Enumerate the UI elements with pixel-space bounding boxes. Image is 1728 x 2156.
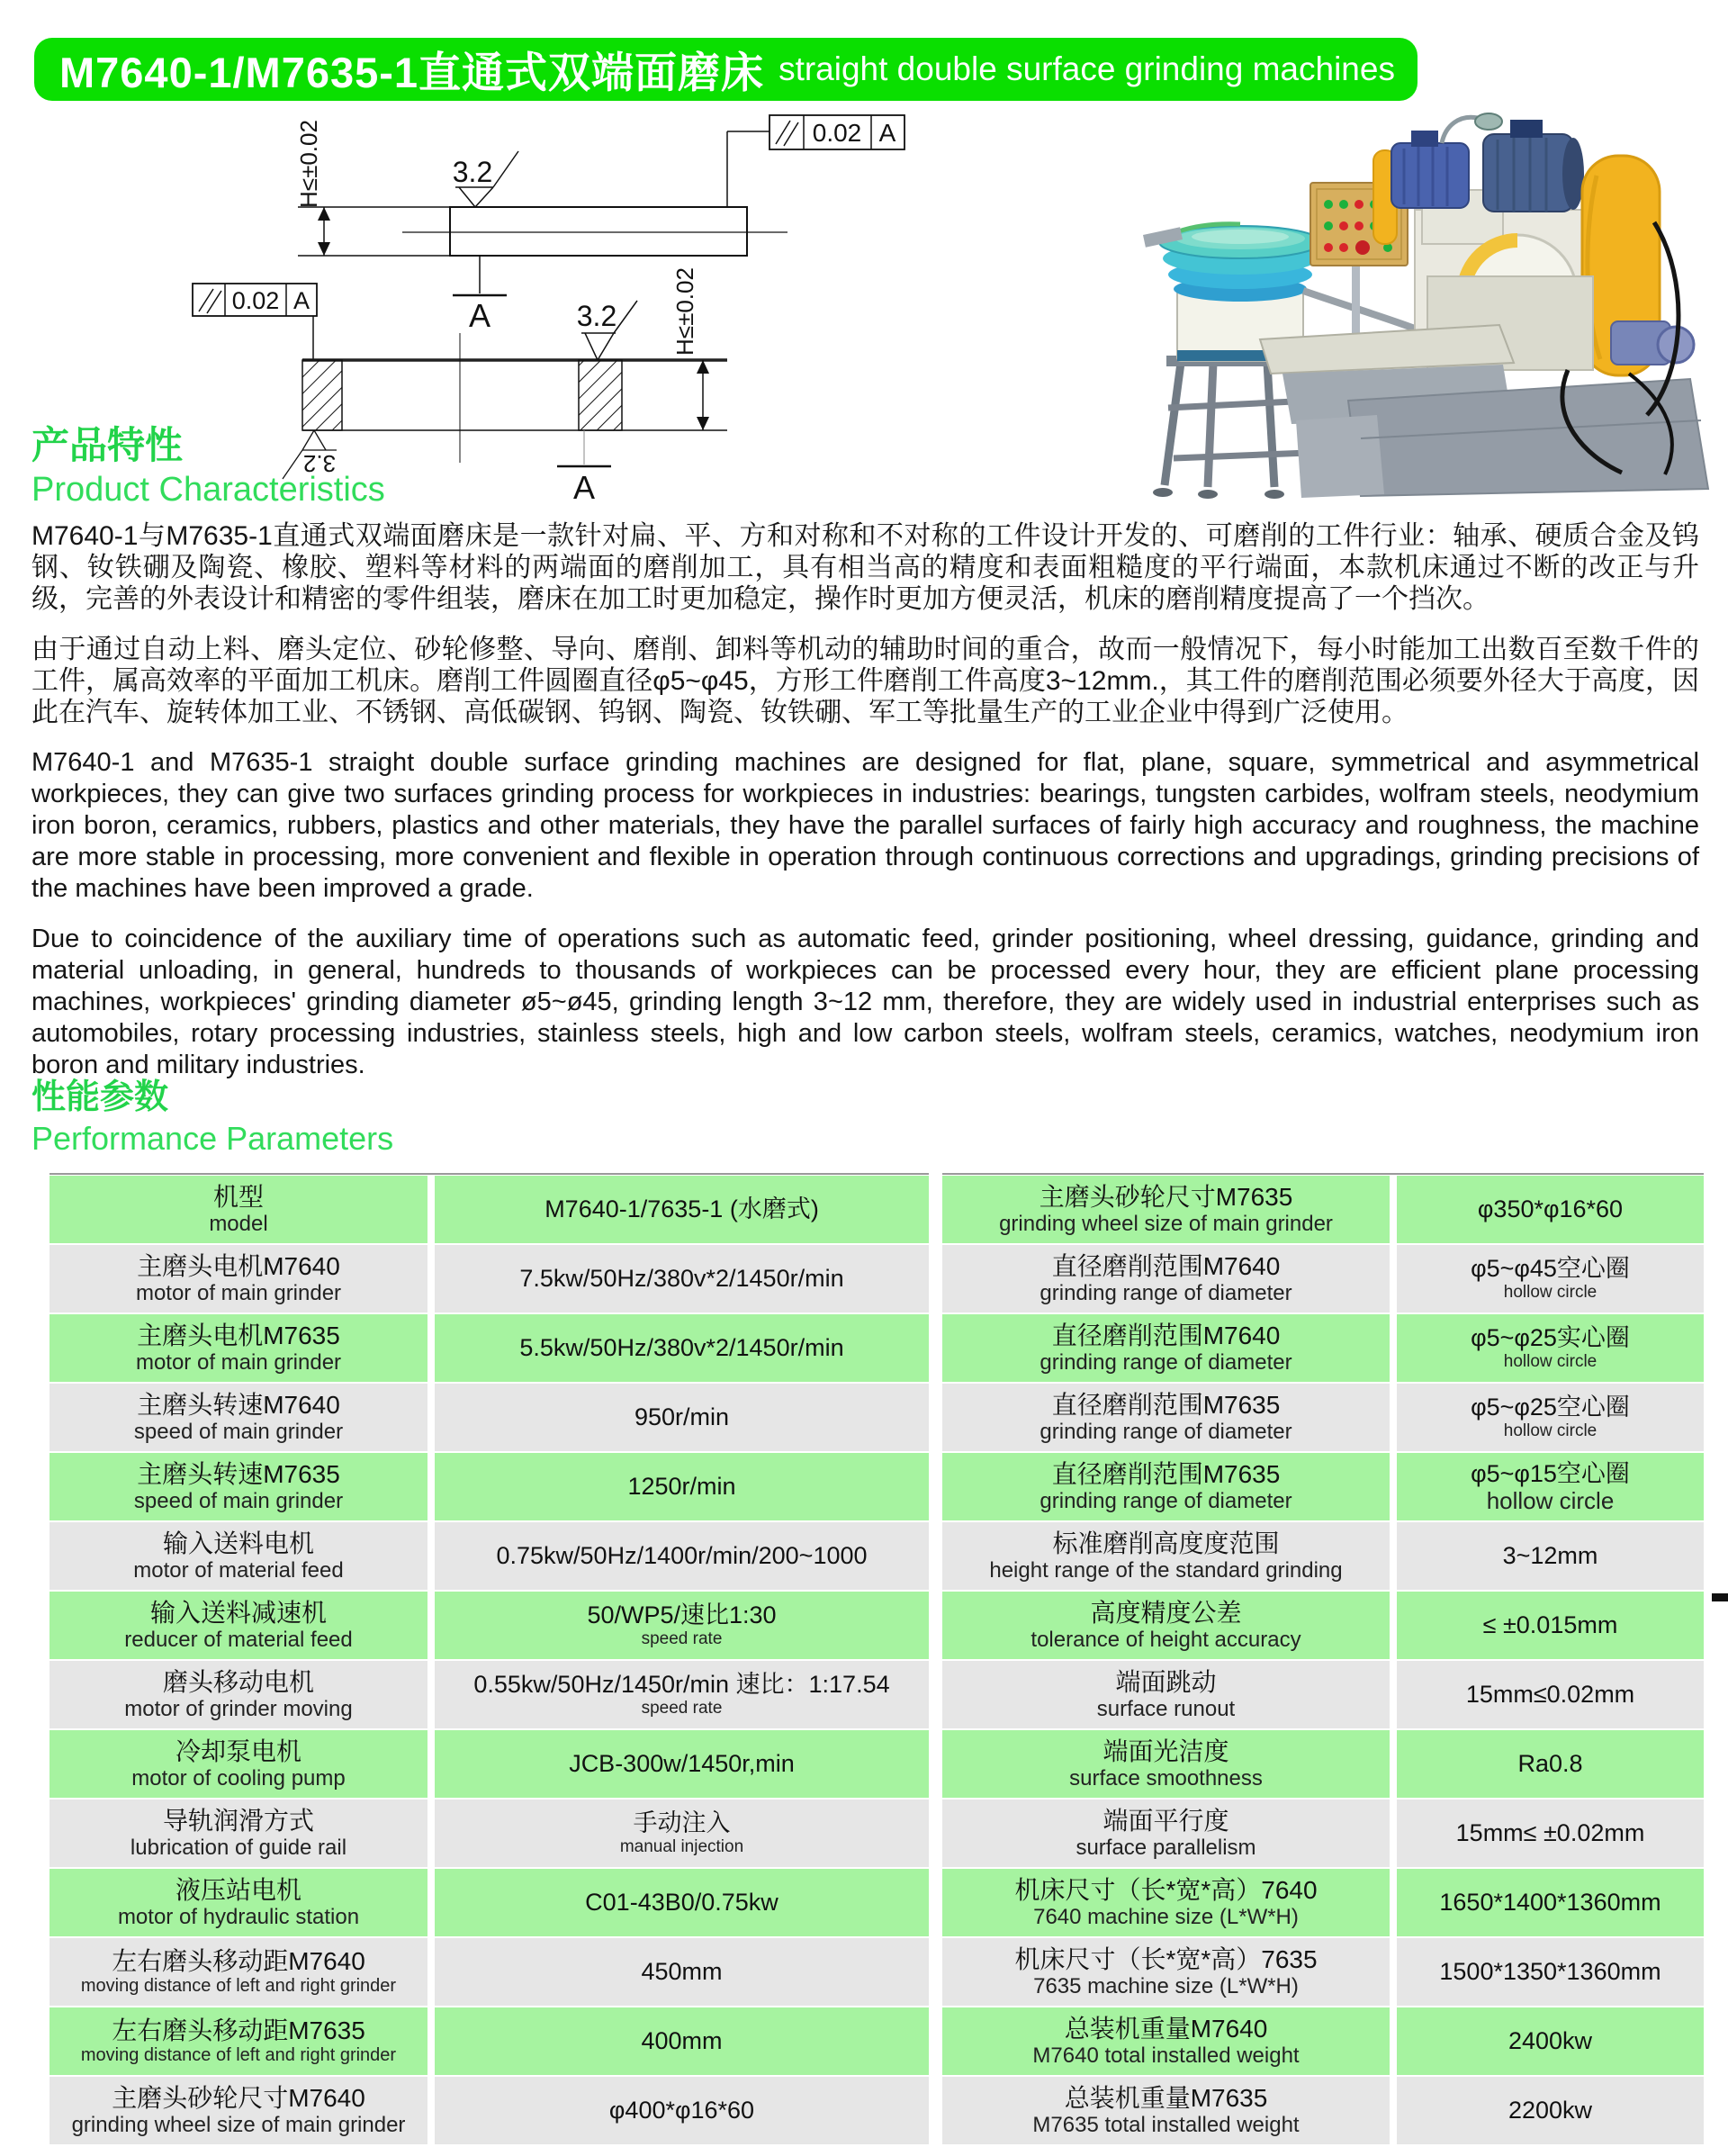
param-value-cell bbox=[435, 1453, 929, 1520]
param-label-cn: 磨头移动电机 bbox=[162, 1668, 314, 1696]
param-value-cell bbox=[1397, 1245, 1704, 1313]
param-label bbox=[942, 1661, 1390, 1728]
param-value: 450mm bbox=[641, 1958, 723, 1985]
table-row bbox=[50, 1869, 929, 1936]
param-label-cn: 主磨头砂轮尺寸M7640 bbox=[112, 2084, 365, 2112]
param-value: 50/WP5/速比1:30 bbox=[587, 1601, 777, 1628]
table-row bbox=[942, 1245, 1704, 1313]
table-row bbox=[50, 1938, 929, 2006]
table-row bbox=[50, 1176, 929, 1243]
param-value: 2400kw bbox=[1508, 2027, 1593, 2054]
param-value-cell bbox=[1397, 1522, 1704, 1590]
param-label-en: M7635 total installed weight bbox=[1032, 2113, 1300, 2137]
param-label-en: speed of main grinder bbox=[133, 1489, 344, 1513]
svg-text:3.2: 3.2 bbox=[576, 300, 617, 332]
param-label-en: 7640 machine size (L*W*H) bbox=[1033, 1905, 1299, 1929]
param-value: 15mm≤ ±0.02mm bbox=[1455, 1819, 1645, 1846]
section-hatch bbox=[302, 360, 342, 430]
table-row bbox=[942, 2077, 1704, 2144]
height-tolerance-label: H≤±0.02 bbox=[295, 120, 322, 208]
param-label-en: motor of hydraulic station bbox=[117, 1905, 360, 1929]
param-label-en: grinding wheel size of main grinder bbox=[71, 2113, 406, 2137]
param-label bbox=[50, 1661, 428, 1728]
height-tolerance-label: H≤±0.02 bbox=[671, 267, 698, 356]
param-value-cell bbox=[435, 2077, 929, 2144]
param-label bbox=[50, 1314, 428, 1382]
param-label-cn: 直径磨削范围M7640 bbox=[1051, 1252, 1281, 1280]
param-label-cn: 总装机重量M7635 bbox=[1064, 2084, 1268, 2112]
param-value-cell bbox=[435, 1730, 929, 1798]
param-label-en: reducer of material feed bbox=[124, 1628, 353, 1652]
param-label-cn: 端面平行度 bbox=[1102, 1807, 1229, 1835]
param-label-cn: 主磨头电机M7640 bbox=[137, 1252, 340, 1280]
param-value-sub: hollow circle bbox=[1503, 1283, 1598, 1302]
param-label bbox=[942, 1453, 1390, 1520]
table-row bbox=[942, 1522, 1704, 1590]
paragraph-cn-2: 由于通过自动上料、磨头定位、砂轮修整、导向、磨削、卸料等机动的辅助时间的重合，故而一般情况下，每小时能加工出数百至数千件的工件，属高效率的平面加工机床。磨削工件圆圈直径φ5~φ45，方形工件磨削工件高度3~12mm.，其工件的磨削范围必须要外径大于高度，因此在汽车、旋转体加工业、不锈钢、高低碳钢、钨钢、陶瓷、钕铁硼、军工等批量生产的工业企业中得到广泛使用。 bbox=[32, 635, 1699, 727]
paragraph-en-1: M7640-1 and M7635-1 straight double surface grinding machines are designed for flat, plane, square, symmetrical and asymmetrical workpieces, they can give two surfaces grinding process for workpieces in industries: bearings, tungsten carbides, wolfram steels, neodymium iron boron, ceramics, rubbers, plastics and other materials, they have the parallel surfaces of fairly high accuracy and roughness, the machine are more stable in processing, more convenient and flexible in operation through continuous corrections and upgradings, grinding precisions of the machines have been improved a grade. bbox=[32, 748, 1699, 903]
param-label-en: lubrication of guide rail bbox=[130, 1836, 347, 1860]
param-value: φ5~φ15空心圈 bbox=[1471, 1460, 1630, 1487]
table-row bbox=[942, 1869, 1704, 1936]
svg-text:3.2: 3.2 bbox=[302, 450, 337, 477]
param-value-cell bbox=[1397, 1800, 1704, 1867]
param-label-en: M7640 total installed weight bbox=[1032, 2043, 1300, 2068]
param-value-cell bbox=[1397, 2077, 1704, 2144]
roughness-symbol bbox=[453, 151, 518, 207]
param-label-cn: 输入送料减速机 bbox=[149, 1599, 327, 1627]
param-label bbox=[50, 1869, 428, 1936]
work-lamp bbox=[1475, 113, 1502, 130]
param-value-cell bbox=[1397, 1176, 1704, 1243]
param-label-cn: 主磨头电机M7635 bbox=[137, 1322, 340, 1349]
table-row bbox=[50, 1800, 929, 1867]
param-label bbox=[50, 1730, 428, 1798]
datum-symbol bbox=[557, 430, 611, 506]
param-label-cn: 左右磨头移动距M7640 bbox=[112, 1947, 365, 1975]
param-label bbox=[50, 1384, 428, 1451]
table-row bbox=[942, 1661, 1704, 1728]
section-parameters-heading bbox=[32, 1077, 393, 1159]
param-label-cn: 左右磨头移动距M7635 bbox=[112, 2016, 365, 2044]
param-label bbox=[942, 2077, 1390, 2144]
grinding-machine bbox=[1260, 113, 1708, 498]
table-row bbox=[50, 1592, 929, 1659]
parallelism-frame bbox=[193, 284, 317, 360]
parameters-table bbox=[50, 1173, 1704, 2144]
param-value-sub: speed rate bbox=[641, 1629, 723, 1648]
section-title-cn: 产品特性 bbox=[32, 424, 184, 466]
param-label-en: tolerance of height accuracy bbox=[1030, 1628, 1301, 1652]
param-value: φ400*φ16*60 bbox=[608, 2097, 755, 2124]
workpiece-side-view bbox=[450, 207, 747, 256]
param-value: 0.55kw/50Hz/1450r/min 速比：1:17.54 bbox=[473, 1671, 890, 1698]
svg-text:A: A bbox=[572, 469, 596, 506]
param-value-cell bbox=[435, 1314, 929, 1382]
param-value-cell bbox=[1397, 1592, 1704, 1659]
parameters-table-right bbox=[942, 1173, 1704, 2144]
param-value-cell bbox=[435, 1592, 929, 1659]
param-label-cn: 冷却泵电机 bbox=[175, 1737, 302, 1765]
svg-text:A: A bbox=[292, 287, 310, 314]
table-row bbox=[942, 1938, 1704, 2006]
table-row bbox=[942, 1800, 1704, 1867]
param-label-en: 7635 machine size (L*W*H) bbox=[1033, 1974, 1299, 1998]
param-value-sub: hollow circle bbox=[1503, 1352, 1598, 1371]
param-label-en: grinding range of diameter bbox=[1040, 1420, 1292, 1444]
page-title-banner bbox=[34, 38, 1418, 101]
param-value-sub: speed rate bbox=[641, 1699, 723, 1718]
param-label bbox=[50, 1522, 428, 1590]
param-value: φ5~φ25实心圈 bbox=[1471, 1324, 1630, 1351]
param-value-sub: hollow circle bbox=[1486, 1487, 1615, 1514]
svg-text:3.2: 3.2 bbox=[452, 156, 493, 188]
param-label-en: grinding range of diameter bbox=[1040, 1281, 1292, 1305]
roughness-symbol bbox=[577, 300, 637, 360]
table-row bbox=[942, 1314, 1704, 1382]
param-value-cell bbox=[435, 1522, 929, 1590]
param-label bbox=[942, 1938, 1390, 2006]
table-row bbox=[50, 1522, 929, 1590]
param-value-cell bbox=[435, 2007, 929, 2075]
param-label bbox=[942, 1314, 1390, 1382]
param-label-en: motor of main grinder bbox=[135, 1350, 342, 1375]
parameters-table-left bbox=[50, 1173, 929, 2144]
table-row bbox=[942, 1384, 1704, 1451]
param-label-cn: 液压站电机 bbox=[175, 1876, 302, 1904]
param-value-cell bbox=[1397, 1869, 1704, 1936]
svg-text:0.02: 0.02 bbox=[231, 287, 280, 314]
machine-photo bbox=[1125, 104, 1719, 500]
parallelism-frame bbox=[727, 115, 904, 207]
param-value: φ350*φ16*60 bbox=[1477, 1195, 1624, 1222]
param-label-cn: 输入送料电机 bbox=[162, 1529, 314, 1557]
param-label bbox=[50, 1176, 428, 1243]
table-row bbox=[50, 1314, 929, 1382]
paragraph-en-2: Due to coincidence of the auxiliary time of operations such as automatic feed, grinder positioning, wheel dressing, guidance, grinding and material unloading, in general, hundreds to thousands of workpieces can be processed every hour, they are efficient plane processing machines, workpieces' grinding diameter ø5~ø45, grinding length 3~12 mm, therefore, they are widely used in industrial enterprises such as automobiles, rotary processing industries, stainless steels, high and low carbon steels, wolfram steels, ceramics, watches, neodymium iron boron and military industries. bbox=[32, 925, 1699, 1079]
param-label bbox=[50, 2007, 428, 2075]
param-value-cell bbox=[1397, 2007, 1704, 2075]
param-label-cn: 主磨头转速M7635 bbox=[137, 1460, 340, 1488]
table-row bbox=[942, 1453, 1704, 1520]
param-value: C01-43B0/0.75kw bbox=[585, 1889, 778, 1916]
table-row bbox=[50, 1661, 929, 1728]
param-value: 5.5kw/50Hz/380v*2/1450r/min bbox=[519, 1334, 844, 1361]
param-label-en: speed of main grinder bbox=[133, 1420, 344, 1444]
param-value-cell bbox=[1397, 1384, 1704, 1451]
param-value: 2200kw bbox=[1508, 2097, 1593, 2124]
section-characteristics-heading bbox=[32, 423, 385, 511]
param-label-cn: 总装机重量M7640 bbox=[1064, 2015, 1268, 2043]
param-label-en: surface smoothness bbox=[1069, 1766, 1263, 1791]
param-label bbox=[942, 1730, 1390, 1798]
print-artifact-dash bbox=[1712, 1593, 1728, 1601]
param-label bbox=[50, 1800, 428, 1867]
param-value: 7.5kw/50Hz/380v*2/1450r/min bbox=[519, 1265, 844, 1292]
paragraph-cn-1: M7640-1与M7635-1直通式双端面磨床是一款针对扁、平、方和对称和不对称的工件设计开发的、可磨削的工件行业：轴承、硬质合金及钨钢、钕铁硼及陶瓷、橡胶、塑料等材料的两端面的磨削加工，具有相当高的精度和表面粗糙度的平行端面，本款机床通过不断的改正与升级，完善的外表设计和精密的零件组装，磨床在加工时更加稳定，操作时更加方便灵活，机床的磨削精度提高了一个挡次。 bbox=[32, 521, 1699, 614]
param-label bbox=[942, 1176, 1390, 1243]
param-label-cn: 直径磨削范围M7640 bbox=[1051, 1322, 1281, 1349]
param-label-cn: 导轨润滑方式 bbox=[162, 1807, 314, 1835]
param-label bbox=[942, 1800, 1390, 1867]
param-label-en: motor of grinder moving bbox=[124, 1697, 353, 1721]
table-row bbox=[50, 1384, 929, 1451]
param-label-cn: 机床尺寸（长*宽*高）7635 bbox=[1014, 1945, 1318, 1973]
param-label bbox=[942, 1245, 1390, 1313]
param-label-en: motor of material feed bbox=[133, 1558, 344, 1583]
param-value-cell bbox=[1397, 1938, 1704, 2006]
param-value-cell bbox=[1397, 1453, 1704, 1520]
param-value-cell bbox=[435, 1869, 929, 1936]
param-value-cell bbox=[435, 1176, 929, 1243]
param-label-cn: 直径磨削范围M7635 bbox=[1051, 1391, 1281, 1419]
svg-text:0.02: 0.02 bbox=[812, 119, 862, 147]
description-paragraphs bbox=[32, 520, 1699, 1100]
page-title: M7640-1/M7635-1直通式双端面磨床 bbox=[59, 48, 765, 96]
param-label-en: grinding range of diameter bbox=[1040, 1350, 1292, 1375]
param-label bbox=[942, 2007, 1390, 2075]
param-value-cell bbox=[435, 1938, 929, 2006]
param-label-en: motor of cooling pump bbox=[131, 1766, 346, 1791]
param-label-en: moving distance of left and right grinder bbox=[80, 2045, 397, 2065]
param-value: 0.75kw/50Hz/1400r/min/200~1000 bbox=[496, 1542, 868, 1569]
param-label bbox=[942, 1592, 1390, 1659]
table-row bbox=[50, 1730, 929, 1798]
param-value: M7640-1/7635-1 (水磨式) bbox=[544, 1195, 819, 1222]
param-label bbox=[942, 1384, 1390, 1451]
param-label-cn: 主磨头转速M7640 bbox=[137, 1391, 340, 1419]
param-label bbox=[50, 2077, 428, 2144]
param-value: 手动注入 bbox=[633, 1809, 731, 1836]
param-value: JCB-300w/1450r,min bbox=[569, 1750, 795, 1777]
param-label-en: motor of main grinder bbox=[135, 1281, 342, 1305]
param-label-cn: 主磨头砂轮尺寸M7635 bbox=[1039, 1183, 1293, 1211]
param-label-en: model bbox=[209, 1212, 268, 1236]
param-value-cell bbox=[435, 1661, 929, 1728]
table-row bbox=[942, 1592, 1704, 1659]
param-value: ≤ ±0.015mm bbox=[1482, 1611, 1618, 1638]
param-value-cell bbox=[435, 1245, 929, 1313]
param-label-en: surface runout bbox=[1096, 1697, 1236, 1721]
param-label bbox=[50, 1938, 428, 2006]
param-value: 400mm bbox=[641, 2027, 723, 2054]
param-value: 950r/min bbox=[634, 1403, 730, 1430]
param-label bbox=[50, 1453, 428, 1520]
param-value-cell bbox=[435, 1800, 929, 1867]
datum-symbol bbox=[453, 256, 507, 334]
param-value: 1250r/min bbox=[627, 1473, 736, 1500]
table-row bbox=[50, 1245, 929, 1313]
param-value-sub: hollow circle bbox=[1503, 1421, 1598, 1440]
section-title-en: Performance Parameters bbox=[32, 1120, 394, 1157]
param-value: φ5~φ25空心圈 bbox=[1471, 1394, 1630, 1421]
param-value-cell bbox=[435, 1384, 929, 1451]
param-label bbox=[942, 1869, 1390, 1936]
param-value-cell bbox=[1397, 1730, 1704, 1798]
table-row bbox=[50, 2077, 929, 2144]
param-label-cn: 端面光洁度 bbox=[1102, 1737, 1229, 1765]
table-row bbox=[50, 2007, 929, 2075]
param-label-en: surface parallelism bbox=[1076, 1836, 1256, 1860]
param-label-en: grinding range of diameter bbox=[1040, 1489, 1292, 1513]
param-label-cn: 机型 bbox=[212, 1183, 264, 1211]
param-label-en: moving distance of left and right grinder bbox=[80, 1976, 397, 1996]
param-value: 15mm≤0.02mm bbox=[1465, 1681, 1635, 1708]
param-label-cn: 标准磨削高度度范围 bbox=[1052, 1529, 1280, 1557]
section-hatch bbox=[579, 360, 622, 430]
param-label-en: grinding wheel size of main grinder bbox=[999, 1212, 1333, 1236]
param-value-cell bbox=[1397, 1661, 1704, 1728]
section-title-cn: 性能参数 bbox=[32, 1078, 169, 1116]
param-label-cn: 端面跳动 bbox=[1115, 1668, 1217, 1696]
param-value: 1650*1400*1360mm bbox=[1439, 1889, 1661, 1916]
param-value: φ5~φ45空心圈 bbox=[1471, 1255, 1630, 1282]
param-label bbox=[50, 1592, 428, 1659]
param-label-en: height range of the standard grinding bbox=[989, 1558, 1343, 1583]
table-row bbox=[50, 1453, 929, 1520]
page-subtitle: straight double surface grinding machines bbox=[778, 50, 1395, 87]
param-value: Ra0.8 bbox=[1517, 1750, 1583, 1777]
table-row bbox=[942, 1176, 1704, 1243]
section-title-en: Product Characteristics bbox=[32, 471, 385, 509]
param-label-cn: 机床尺寸（长*宽*高）7640 bbox=[1014, 1876, 1318, 1904]
table-row bbox=[942, 1730, 1704, 1798]
param-value-cell bbox=[1397, 1314, 1704, 1382]
param-label-cn: 直径磨削范围M7635 bbox=[1051, 1460, 1281, 1488]
svg-text:A: A bbox=[468, 297, 491, 334]
svg-text:A: A bbox=[878, 119, 896, 147]
table-row bbox=[942, 2007, 1704, 2075]
param-label-cn: 高度精度公差 bbox=[1090, 1599, 1242, 1627]
param-value: 3~12mm bbox=[1502, 1542, 1598, 1569]
param-value: 1500*1350*1360mm bbox=[1439, 1958, 1661, 1985]
param-label bbox=[50, 1245, 428, 1313]
param-value-sub: manual injection bbox=[619, 1837, 744, 1856]
param-label bbox=[942, 1522, 1390, 1590]
